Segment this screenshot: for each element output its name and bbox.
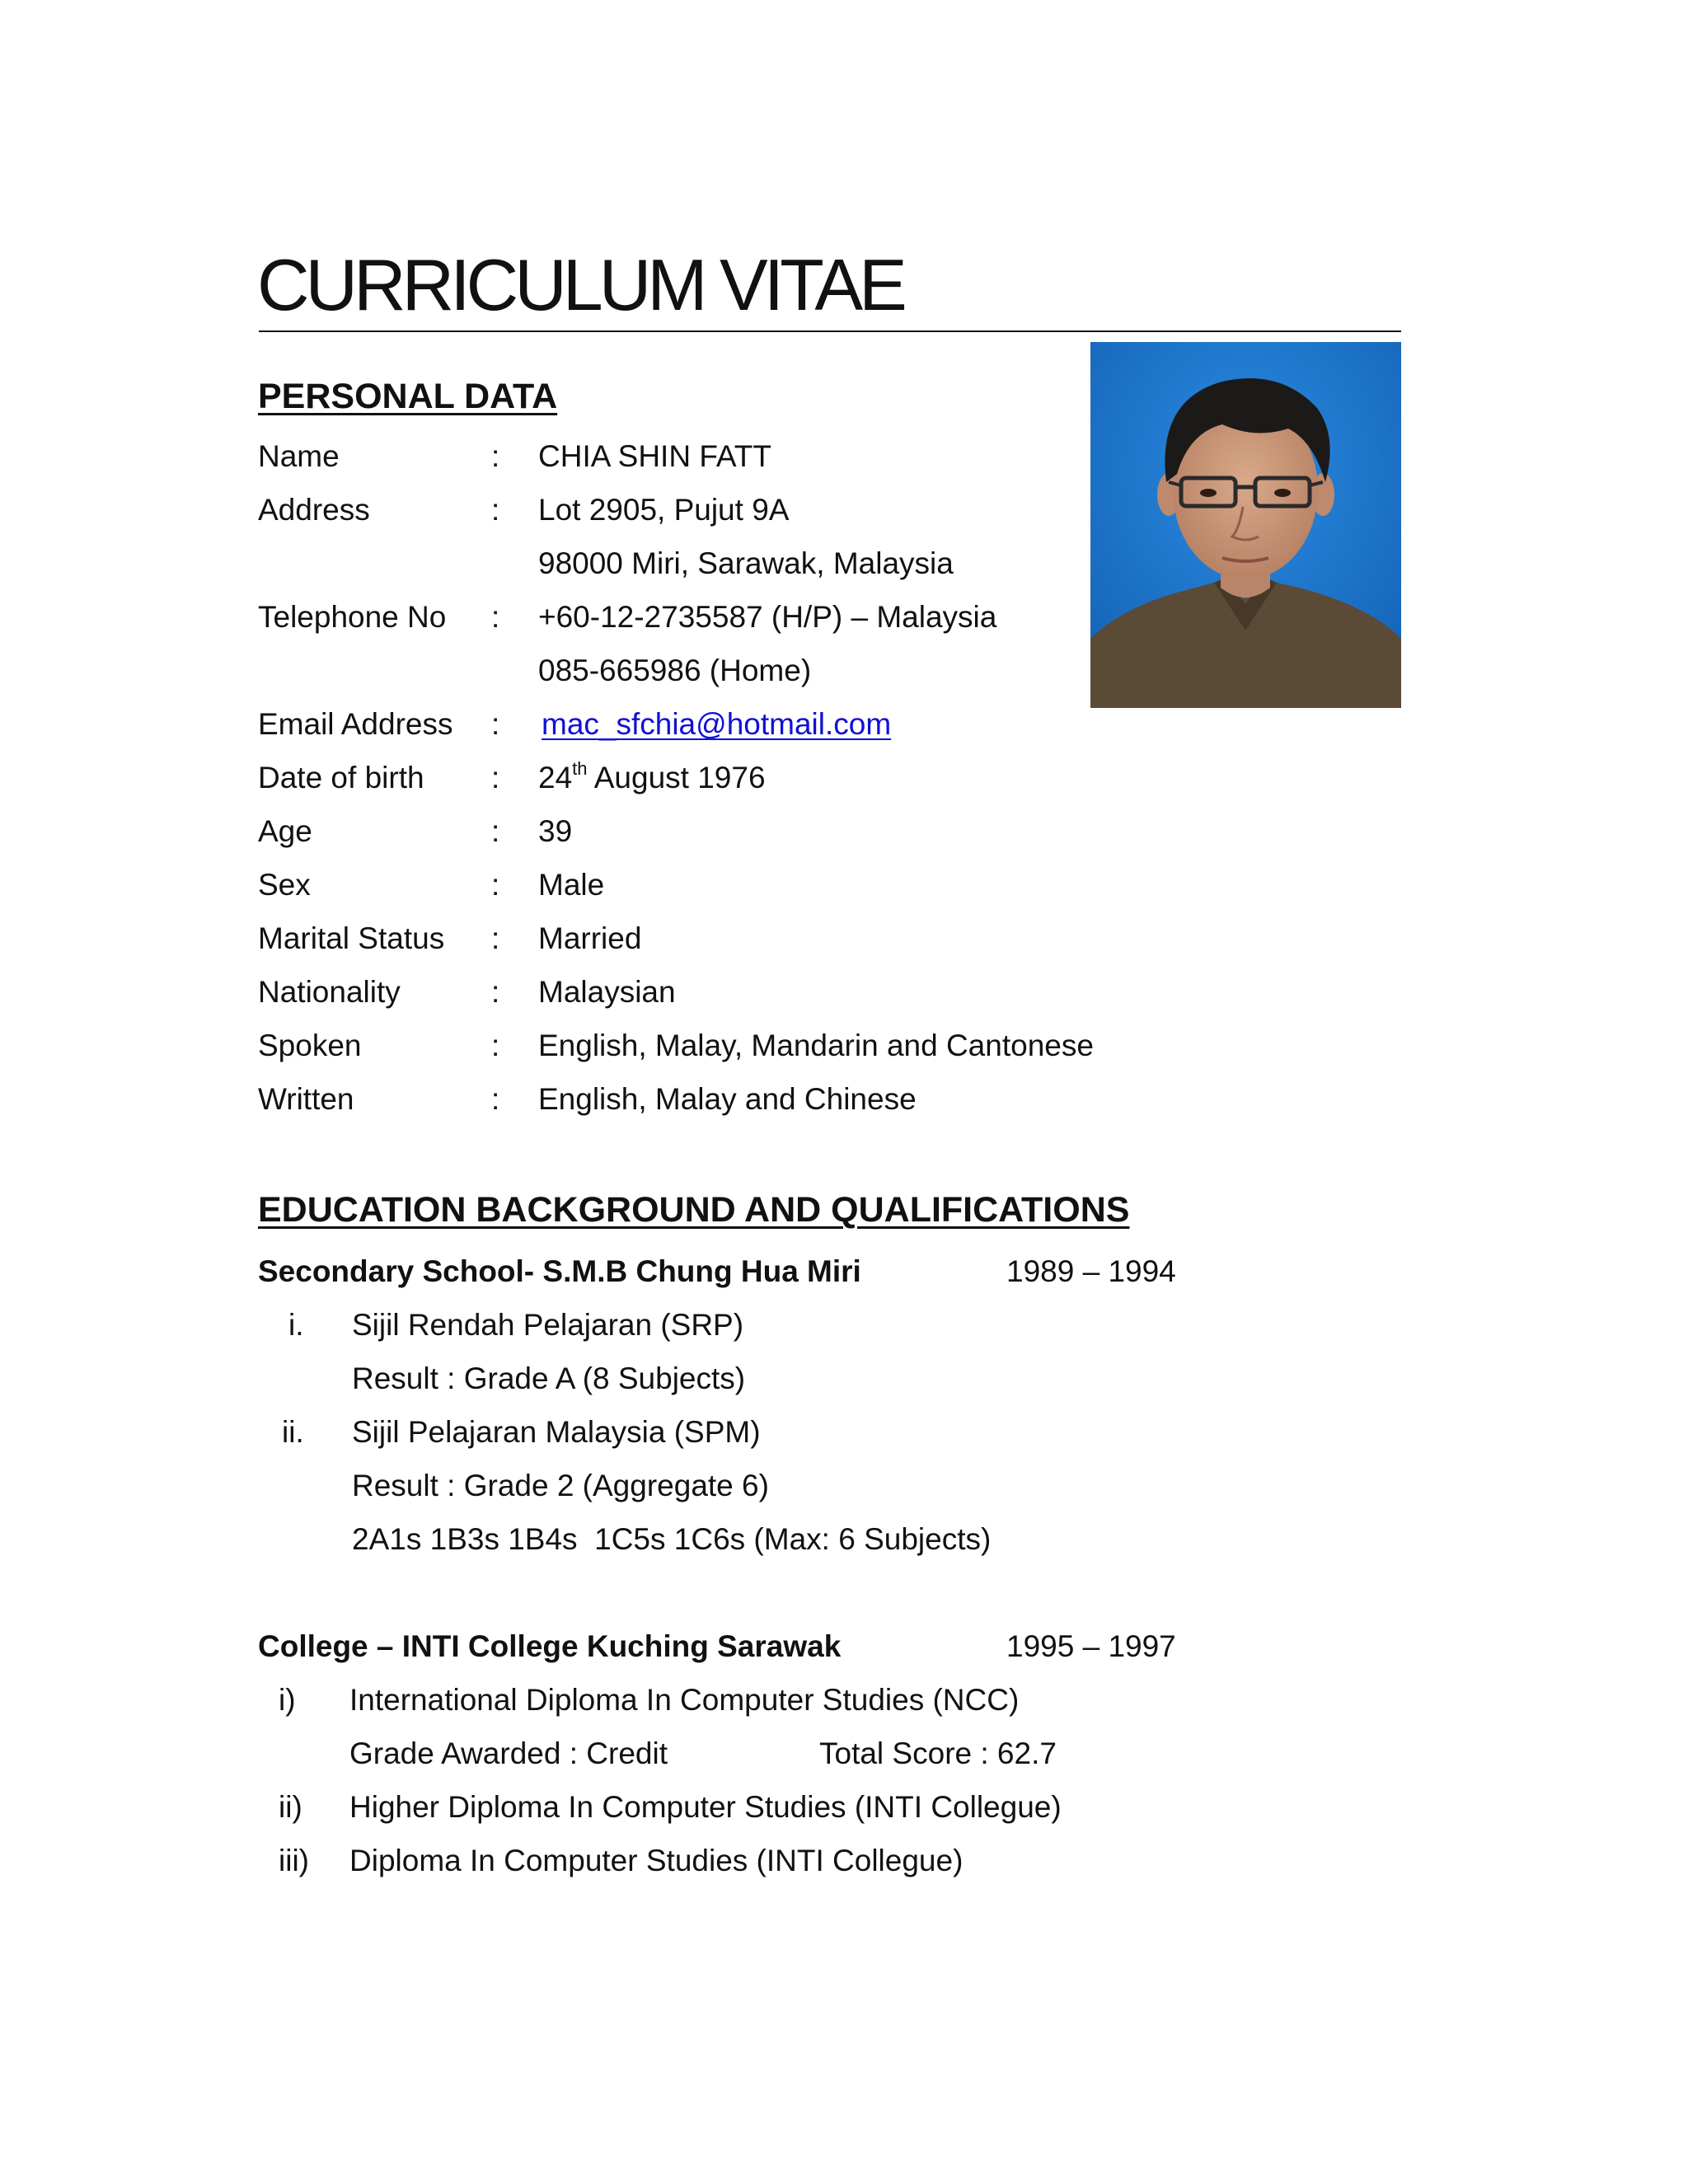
- item-text: Sijil Pelajaran Malaysia (SPM): [352, 1415, 761, 1449]
- row-value: 085-665986 (Home): [538, 654, 812, 687]
- row-value: 98000 Miri, Sarawak, Malaysia: [538, 546, 954, 580]
- row-label: Date of birth: [258, 761, 424, 794]
- row-label: Sex: [258, 868, 311, 902]
- item-number: i.: [288, 1308, 304, 1342]
- item-text: International Diploma In Computer Studies (NCC): [349, 1683, 1020, 1717]
- item-number: iii): [279, 1844, 309, 1877]
- row-value: CHIA SHIN FATT: [538, 439, 772, 473]
- row-value: English, Malay, Mandarin and Cantonese: [538, 1029, 1094, 1062]
- row-colon: :: [491, 761, 500, 794]
- item-text: 2A1s 1B3s 1B4s 1C5s 1C6s (Max: 6 Subjects): [352, 1522, 992, 1556]
- row-colon: :: [491, 1082, 500, 1116]
- row-colon: :: [491, 1029, 500, 1062]
- portrait-photo: [1090, 342, 1401, 708]
- row-value: Lot 2905, Pujut 9A: [538, 493, 790, 527]
- item-number: i): [279, 1683, 296, 1717]
- title-rule: [259, 330, 1401, 332]
- dob-day: 24: [538, 761, 573, 794]
- row-label: Written: [258, 1082, 354, 1116]
- email-link[interactable]: mac_sfchia@hotmail.com: [542, 707, 892, 741]
- row-label: Spoken: [258, 1029, 362, 1062]
- education-heading: EDUCATION BACKGROUND AND QUALIFICATIONS: [258, 1190, 1130, 1230]
- row-colon: :: [491, 975, 500, 1009]
- portrait-photo-image: [1090, 342, 1401, 708]
- total-score: Total Score : 62.7: [819, 1736, 1057, 1770]
- secondary-school-years: 1989 – 1994: [1006, 1254, 1176, 1288]
- row-colon: :: [491, 600, 500, 634]
- row-value: [538, 758, 766, 794]
- row-label: Marital Status: [258, 921, 445, 955]
- row-colon: :: [491, 493, 500, 527]
- row-colon: :: [491, 439, 500, 473]
- row-colon: :: [491, 868, 500, 902]
- row-value: Male: [538, 868, 605, 902]
- item-text: Sijil Rendah Pelajaran (SRP): [352, 1308, 744, 1342]
- row-value: +60-12-2735587 (H/P) – Malaysia: [538, 600, 997, 634]
- row-value: 39: [538, 814, 573, 848]
- personal-data-heading: PERSONAL DATA: [258, 377, 558, 416]
- row-value: English, Malay and Chinese: [538, 1082, 917, 1116]
- grade-awarded: Grade Awarded : Credit: [349, 1736, 668, 1770]
- row-colon: :: [491, 707, 500, 741]
- row-label: Name: [258, 439, 340, 473]
- row-value: Married: [538, 921, 642, 955]
- item-number: ii): [279, 1790, 302, 1824]
- item-text: Higher Diploma In Computer Studies (INTI Collegue): [349, 1790, 1062, 1824]
- row-colon: :: [491, 921, 500, 955]
- dob-rest: August 1976: [587, 761, 766, 794]
- item-text: Result : Grade 2 (Aggregate 6): [352, 1469, 769, 1502]
- row-label: Email Address: [258, 707, 453, 741]
- item-text: Result : Grade A (8 Subjects): [352, 1361, 746, 1395]
- row-label: Nationality: [258, 975, 401, 1009]
- college-name: College – INTI College Kuching Sarawak: [258, 1629, 842, 1663]
- row-label: Age: [258, 814, 312, 848]
- item-number: ii.: [282, 1415, 304, 1449]
- dob-suffix: th: [572, 758, 588, 779]
- row-label: Address: [258, 493, 370, 527]
- row-label: Telephone No: [258, 600, 447, 634]
- document-title: CURRICULUM VITAE: [257, 244, 903, 326]
- row-colon: :: [491, 814, 500, 848]
- row-value: Malaysian: [538, 975, 676, 1009]
- secondary-school-name: Secondary School- S.M.B Chung Hua Miri: [258, 1254, 861, 1288]
- college-years: 1995 – 1997: [1006, 1629, 1176, 1663]
- item-text: Diploma In Computer Studies (INTI Collegue): [349, 1844, 964, 1877]
